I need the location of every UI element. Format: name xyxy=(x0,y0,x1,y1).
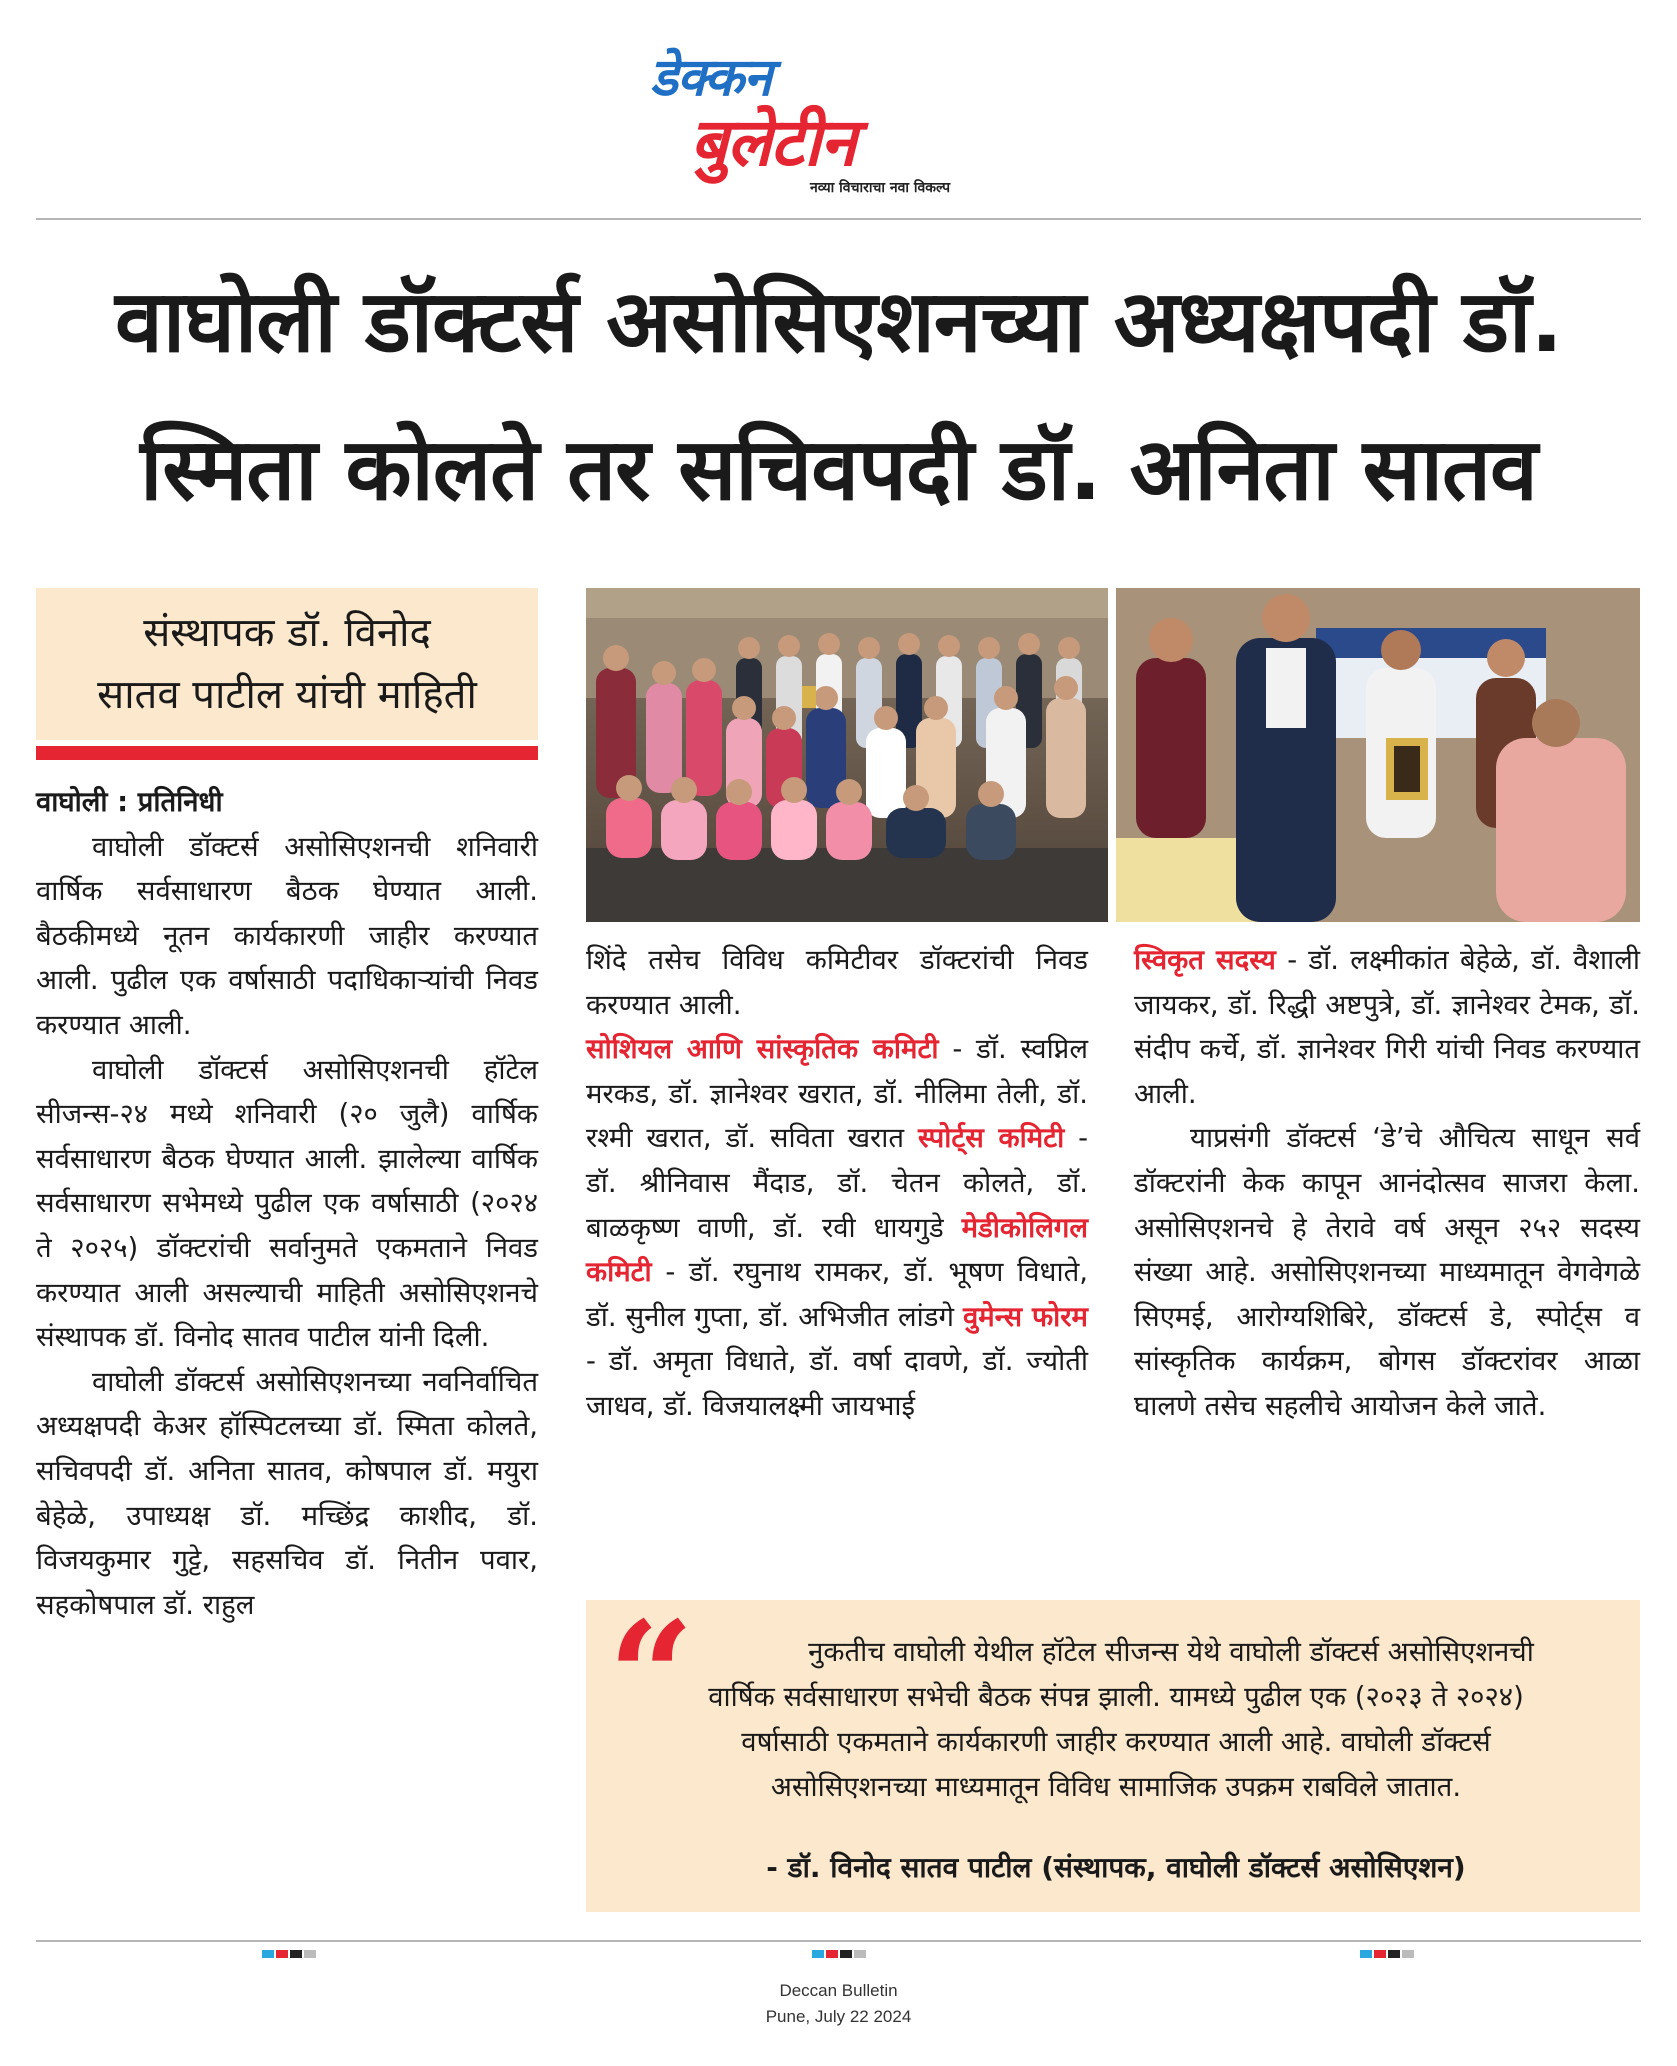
quote-line: वर्षासाठी एकमताने कार्यकारणी जाहीर करण्यात आली आहे. वाघोली डॉक्टर्स xyxy=(741,1726,1491,1758)
committee-heading-medicolegal: मेडीकोलिगल कमिटी xyxy=(586,1211,1088,1289)
headline-line1: वाघोली डॉक्टर्स असोसिएशनच्या अध्यक्षपदी डॉ. xyxy=(115,272,1562,372)
color-strip-middle xyxy=(812,1950,866,1958)
byline: वाघोली : प्रतिनिधी xyxy=(36,786,223,818)
quote-mark-icon: “ xyxy=(608,1589,695,1765)
color-strip-left xyxy=(262,1950,316,1958)
article-column-3 xyxy=(1134,938,1640,1429)
quote-line: असोसिएशनच्या माध्यमातून विविध सामाजिक उपक्रम राबविले जातात. xyxy=(770,1771,1462,1803)
committee-heading-social: सोशियल आणि सांस्कृतिक कमिटी xyxy=(586,1033,939,1066)
founder-info-box xyxy=(36,588,538,740)
committee-members-sports: - डॉ. श्रीनिवास मैंदाड, डॉ. चेतन कोलते, डॉ. बाळकृष्ण वाणी, डॉ. रवी धायगुडे xyxy=(586,1122,1088,1244)
column3-coopted xyxy=(1134,938,1640,1116)
founder-info-title-line2: सातव पाटील यांची माहिती xyxy=(97,672,477,718)
award-photo xyxy=(1116,588,1640,922)
founder-info-title-line1: संस्थापक डॉ. विनोद xyxy=(143,610,431,656)
headline-line2: स्मिता कोलते तर सचिवपदी डॉ. अनिता सातव xyxy=(140,420,1537,520)
article-column-1 xyxy=(36,780,538,1627)
founder-info-title xyxy=(97,602,477,726)
committee-heading-sports: स्पोर्ट्स कमिटी xyxy=(917,1122,1065,1155)
quote-line: नुकतीच वाघोली येथील हॉटेल सीजन्स येथे वाघोली डॉक्टर्स असोसिएशनची xyxy=(808,1636,1534,1668)
quote-text xyxy=(616,1630,1616,1810)
committee-intro: शिंदे तसेच विविध कमिटीवर डॉक्टरांची निवड करण्यात आली. xyxy=(586,944,1088,1021)
group-photo xyxy=(586,588,1108,922)
committee-members-womens-forum: - डॉ. अमृता विधाते, डॉ. वर्षा दावणे, डॉ. ज्योती जाधव, डॉ. विजयालक्ष्मी जायभाई xyxy=(586,1345,1088,1422)
sidebar-red-bar xyxy=(36,746,538,760)
committee-members-coopted: - डॉ. लक्ष्मीकांत बेहेळे, डॉ. वैशाली जायकर, डॉ. रिद्धी अष्टपुत्रे, डॉ. ज्ञानेश्वर टेमक, डॉ. संदीप कर्चे, डॉ. ज्ञानेश्वर गिरी यांची निवड करण्यात आली. xyxy=(1134,944,1640,1110)
committee-members-medicolegal: - डॉ. रघुनाथ रामकर, डॉ. भूषण विधाते, डॉ. सुनील गुप्ता, डॉ. अभिजीत लांडगे xyxy=(586,1256,1088,1333)
footer-publication: Deccan Bulletin xyxy=(779,1981,898,2000)
footer-place-date: Pune, July 22 2024 xyxy=(765,2007,912,2026)
quote-line: वार्षिक सर्वसाधारण सभेची बैठक संपन्न झाली. यामध्ये पुढील एक (२०२३ ते २०२४) xyxy=(708,1681,1524,1713)
bottom-divider xyxy=(36,1940,1641,1942)
color-strip-right xyxy=(1360,1950,1414,1958)
masthead-logo xyxy=(640,40,1020,200)
logo-line2: बुलेटीन xyxy=(690,104,856,181)
column2-text xyxy=(586,938,1088,1429)
headline xyxy=(36,248,1641,544)
award-photo-illustration xyxy=(1116,588,1640,922)
paragraph: वाघोली डॉक्टर्स असोसिएशनच्या नवनिर्वाचित अध्यक्षपदी केअर हॉस्पिटलच्या डॉ. स्मिता कोलते, सचिवपदी डॉ. अनिता सातव, कोषपाल डॉ. मयुरा बेहेळे, उपाध्यक्ष डॉ. मच्छिंद्र काशीद, डॉ. विजयकुमार गुट्टे, सहसचिव डॉ. नितीन पवार, सहकोषपाल डॉ. राहुल xyxy=(36,1365,538,1621)
paragraph: वाघोली डॉक्टर्स असोसिएशनची हॉटेल सीजन्स-२४ मध्ये शनिवारी (२० जुलै) वार्षिक सर्वसाधारण बैठक घेण्यात आली. झालेल्या वार्षिक सर्वसाधारण सभेमध्ये पुढील एक वर्षासाठी (२०२४ ते २०२५) डॉक्टरांची सर्वानुमते एकमताने निवड करण्यात आली असल्याची माहिती असोसिएशनचे संस्थापक डॉ. विनोद सातव पाटील यांनी दिली. xyxy=(36,1053,538,1354)
quote-author: - डॉ. विनोद सातव पाटील (संस्थापक, वाघोली डॉक्टर्स असोसिएशन) xyxy=(766,1851,1466,1884)
footer xyxy=(0,1978,1677,2030)
logo-tagline: नव्या विचाराचा नवा विकल्प xyxy=(810,180,951,196)
quote-box xyxy=(586,1589,1640,1912)
top-divider xyxy=(36,218,1641,220)
paragraph: याप्रसंगी डॉक्टर्स ‘डे’चे औचित्य साधून सर्व डॉक्टरांनी केक कापून आनंदोत्सव साजरा केला. असोसिएशनचे हे तेरावे वर्ष असून २५२ सदस्य संख्या आहे. असोसिएशनच्या माध्यमातून वेगवेगळे सिएमई, आरोग्यशिबिरे, डॉक्टर्स डे, स्पोर्ट्स व सांस्कृतिक कार्यक्रम, बोगस डॉक्टरांवर आळा घालणे तसेच सहलीचे आयोजन केले जाते. xyxy=(1134,1122,1640,1422)
paragraph: वाघोली डॉक्टर्स असोसिएशनची शनिवारी वार्षिक सर्वसाधारण बैठक घेण्यात आली. बैठकीमध्ये नूतन कार्यकारणी जाहीर करण्यात आली. पुढील एक वर्षासाठी पदाधिकाऱ्यांची निवड करण्यात आली. xyxy=(36,830,538,1041)
committee-members-social: - डॉ. स्वप्निल मरकड, डॉ. ज्ञानेश्वर खरात, डॉ. नीलिमा तेली, डॉ. रश्मी खरात, डॉ. सविता खरात xyxy=(586,1033,1088,1155)
article-column-2 xyxy=(586,938,1088,1429)
group-photo-illustration xyxy=(586,588,1108,922)
logo-line1: डेक्कन xyxy=(650,48,771,108)
committee-heading-womens-forum: वुमेन्स फोरम xyxy=(962,1300,1088,1333)
committee-heading-coopted: स्विकृत सदस्य xyxy=(1134,944,1276,976)
